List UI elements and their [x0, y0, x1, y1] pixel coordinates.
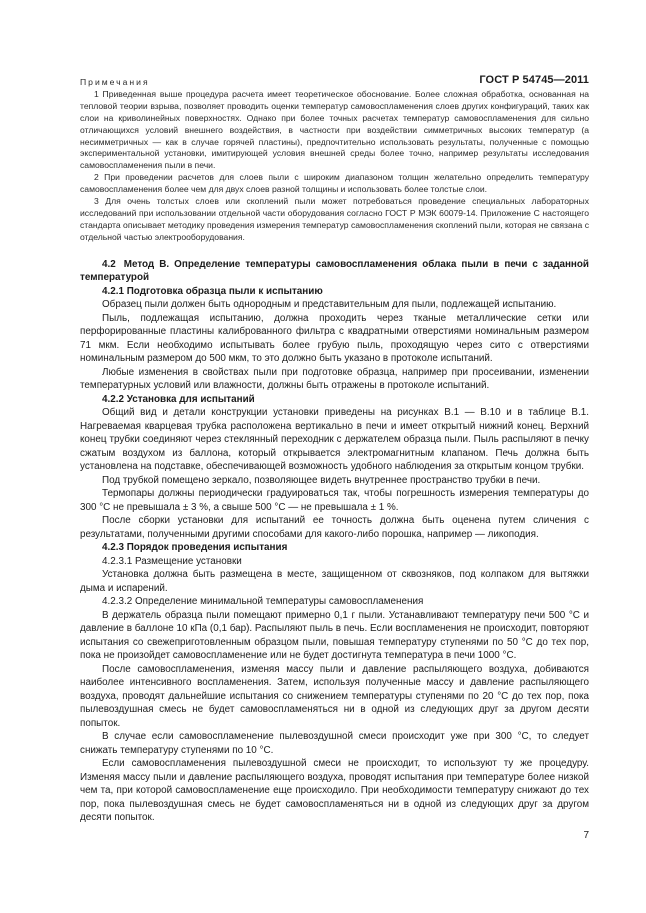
paragraph: После самовоспламенения, изменяя массу пыли и давление распыляющего воздуха, добиваются наиболее интенсивного воспламенения. Затем, используя полученные массу и давление распыляющего воздуха, проводят дальнейшие испытания со снижением температуры ступенями по 20 °С до тех пор, пока пылевоздушная смесь не будет самовоспламеняться ни в одной из следующих друг за другом десяти попыток. [80, 663, 589, 729]
subsection-heading: 4.2.2 Установка для испытаний [102, 393, 255, 405]
page-number: 7 [583, 830, 589, 841]
paragraph: Пыль, подлежащая испытанию, должна проходить через тканые металлические сетки или перфорированные пластины калиброванного фильтра с квадратными отверстиями номинальным размером 71 мкм. Если необходимо испытывать более грубую пыль, проходящую через сито с отверстиями номинальным размером до 500 мкм, то это должно быть указано в протоколе испытаний. [80, 312, 589, 365]
note-item: 3 Для очень толстых слоев или скоплений пыли может потребоваться проведение специальных лабораторных исследований при использовании отдельной части оборудования согласно ГОСТ Р МЭК 60079-14. Приложение С настоящего стандарта описывает методику проведения измерения температур самовоспламенения скоплений пыли, которая не связана с отдельной частью электрооборудования. [80, 196, 589, 242]
note-item: 1 Приведенная выше процедура расчета имеет теоретическое обоснование. Более сложная обработка, основанная на тепловой теории взрыва, позволяет проводить оценки температур самовоспламенения слоев других конфигураций, таких как слои на криволинейных поверхностях. Однако при более точных расчетах температур самовоспламенения для сильно отличающихся условий внешнего воздействия, в частности при воздействии симметричных высоких температур (а несимметричных — как в случае горячей пластины), предпочтительно использовать результаты, полученные с помощью экспериментальной установки, имитирующей условия внешней среды более точно, например результаты исследования самовоспламенения пыли в печи. [80, 88, 589, 171]
subsubsection-heading: 4.2.3.1 Размещение установки [102, 555, 242, 567]
paragraph: В держатель образца пыли помещают примерно 0,1 г пыли. Устанавливают температуру печи 500 °С и давление в баллоне 10 кПа (0,1 бар). Распыляют пыль в печь. Если воспламенения не происходит, повторяют испытания со свежеприготовленным образцом пыли, повышая температуру ступенями по 50 °С до тех пор, пока не произойдет самовоспламенение или не будет достигнута температура в печи 1000 °С. [80, 609, 589, 662]
page-content [80, 77, 589, 825]
section-heading-text: Метод В. Определение температуры самовоспламенения облака пыли в печи с заданной температурой [80, 258, 589, 284]
section-heading [80, 258, 589, 285]
paragraph: Установка должна быть размещена в месте, защищенном от сквозняков, под колпаком для вытяжки дыма и испарений. [80, 569, 589, 594]
subsection-heading: 4.2.3 Порядок проведения испытания [102, 542, 288, 554]
notes-title: Примечания [80, 77, 150, 87]
notes-block [80, 77, 589, 244]
standard-header: ГОСТ Р 54745—2011 [479, 74, 589, 86]
subsection-heading: 4.2.1 Подготовка образца пыли к испытанию [102, 285, 323, 297]
paragraph: Термопары должны периодически градуироваться так, чтобы погрешность измерения температуры до 300 °С не превышала ± 3 %, а свыше 500 °С — не превышала ± 1 %. [80, 488, 589, 513]
paragraph: Если самовоспламенения пылевоздушной смеси не происходит, то используют ту же процедуру. Изменяя массу пыли и давление распыляющего воздуха, проводят испытания при температуре более низкой чем та, при которой самовоспламенение еще происходило. При необходимости температуру снижают до тех пор, пока пылевоздушная смесь не будет самовоспламеняться ни в одной из следующих друг за другом десяти попыток. [80, 758, 589, 824]
paragraph: В случае если самовоспламенение пылевоздушной смеси происходит уже при 300 °С, то следует снижать температуру ступенями по 10 °С. [80, 731, 589, 756]
paragraph: Образец пыли должен быть однородным и представительным для пыли, подлежащей испытанию. [102, 299, 557, 311]
paragraph: После сборки установки для испытаний ее точность должна быть оценена путем сличения с результатами, полученными другими способами для какого-либо порошка, например — ликоподия. [80, 515, 589, 540]
paragraph: Любые изменения в свойствах пыли при подготовке образца, например при просеивании, изменении температурных условий или влажности, должны быть отражены в протоколе испытаний. [80, 366, 589, 392]
paragraph: Общий вид и детали конструкции установки приведены на рисунках В.1 — В.10 и в таблице В.1. Нагреваемая кварцевая трубка расположена вертикально в печи и имеет открытый нижний конец. Верхний конец трубки соединяют через стеклянный переходник с держателем образца пыли. Пыль распыляют в печку сжатым воздухом из баллона, который открывается электромагнитным клапаном. Печь должна быть установлена на подставке, обеспечивающей возможность удобного наблюдения за открытым концом трубки. [80, 407, 589, 473]
note-item: 2 При проведении расчетов для слоев пыли с широким диапазоном толщин желательно определить температуру самовоспламенения более чем для двух слоев разной толщины и использовать более толстые слои. [80, 172, 589, 195]
paragraph: Под трубкой помещено зеркало, позволяющее видеть внутреннее пространство трубки в печи. [102, 474, 541, 486]
section-4-2 [80, 258, 589, 825]
subsubsection-heading: 4.2.3.2 Определение минимальной температуры самовоспламенения [102, 596, 424, 608]
section-heading-number: 4.2 [102, 258, 116, 270]
